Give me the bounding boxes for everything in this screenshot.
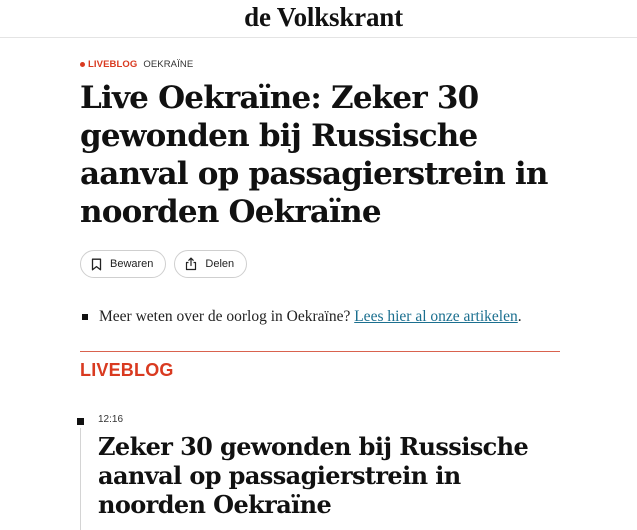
timeline-line [80,428,81,530]
site-logo[interactable]: de Volkskrant [244,2,403,32]
share-icon [185,257,197,271]
article [80,38,560,381]
info-period: . [517,308,522,325]
topic-tag[interactable]: OEKRAÏNE [143,58,194,70]
liveblog-tag-label: LIVEBLOG [88,58,138,70]
save-button-label: Bewaren [110,258,154,270]
entry-title: Zeker 30 gewonden bij Russische aanval op passagierstrein in noorden Oekraïne [98,432,529,519]
section-divider [80,351,560,352]
share-button[interactable] [174,250,247,278]
liveblog-header: LIVEBLOG [80,360,174,380]
article-actions [80,250,560,278]
masthead [0,0,637,38]
bullet-icon [82,314,88,320]
article-labels [80,58,560,70]
info-note [80,305,560,328]
page-title: Live Oekraïne: Zeker 30 gewonden bij Russische aanval op passagierstrein in noorden Oekraïne [80,80,548,230]
info-text: Meer weten over de oorlog in Oekraïne? [99,308,355,325]
articles-link[interactable]: Lees hier al onze artikelen [354,308,518,325]
info-paragraph [99,305,522,328]
entry-timestamp: 12:16 [98,414,124,425]
save-button[interactable] [80,250,166,278]
live-dot-icon [80,62,85,67]
liveblog-tag[interactable] [80,59,137,70]
entry-marker-icon [77,418,84,425]
bookmark-icon [91,258,102,271]
share-button-label: Delen [205,258,235,270]
